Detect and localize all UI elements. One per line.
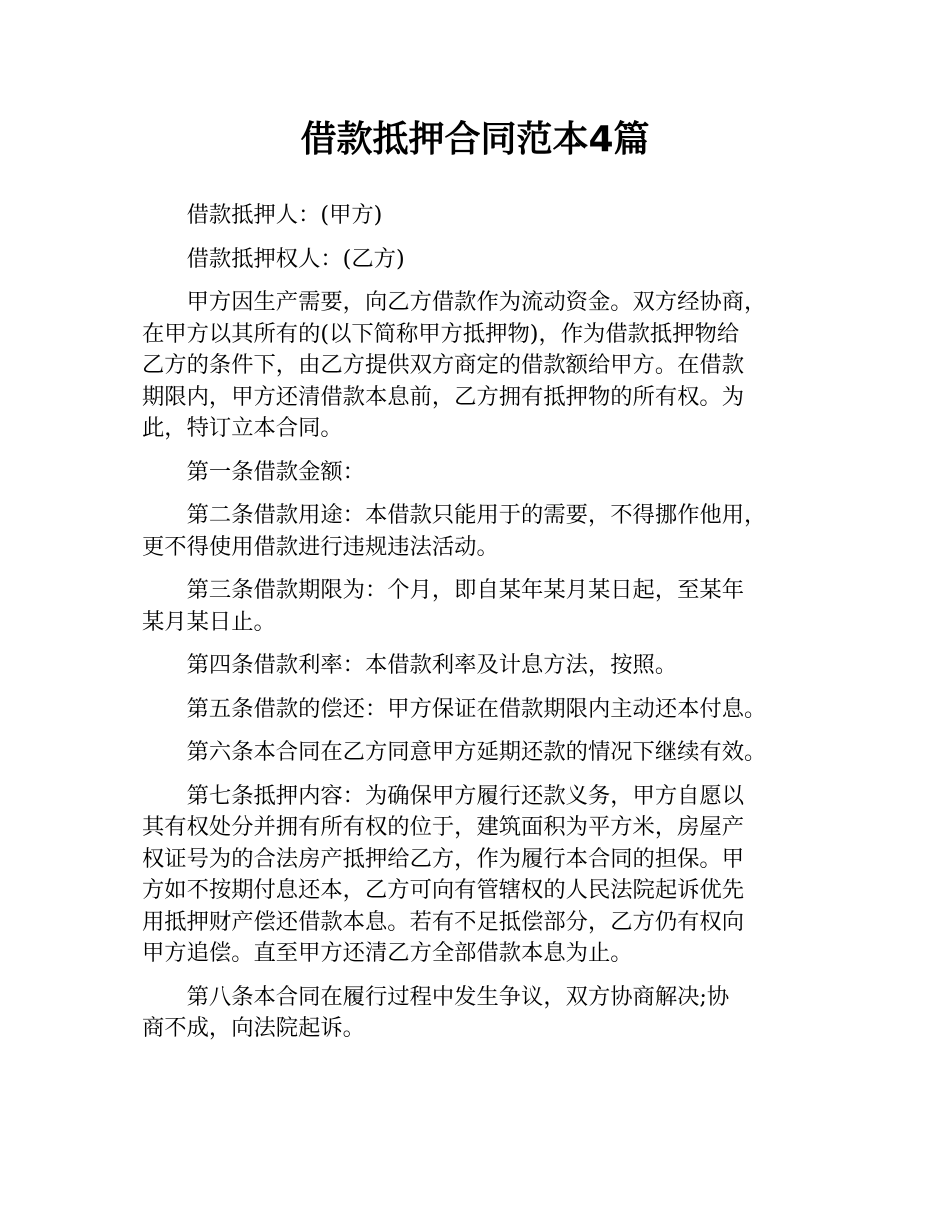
paragraph-line: 第八条本合同在履行过程中发生争议，双方协商解决;协 xyxy=(186,983,730,1010)
paragraph-line: 其有权处分并拥有所有权的位于，建筑面积为平方米，房屋产 xyxy=(142,814,745,840)
document-body xyxy=(142,200,818,1057)
clause-8 xyxy=(142,982,818,1045)
paragraph-line: 更不得使用借款进行违规违法活动。 xyxy=(142,533,499,560)
paragraph-line: 商不成，向法院起诉。 xyxy=(142,1015,365,1041)
paragraph-preamble xyxy=(142,287,818,445)
paragraph-line: 借款抵押权人：(乙方) xyxy=(186,245,405,272)
paragraph-line: 第二条借款用途：本借款只能用于的需要，不得挪作他用， xyxy=(186,502,767,528)
clause-3 xyxy=(142,575,818,638)
paragraph-line: 第四条借款利率：本借款利率及计息方法，按照。 xyxy=(186,652,678,678)
paragraph-line: 乙方的条件下，由乙方提供双方商定的借款额给甲方。在借款 xyxy=(142,352,745,378)
paragraph-line: 第三条借款期限为：个月，即自某年某月某日起，至某年 xyxy=(186,577,745,603)
paragraph-line: 借款抵押人：(甲方) xyxy=(186,202,383,228)
paragraph-line: 第七条抵押内容：为确保甲方履行还款义务，甲方自愿以 xyxy=(186,782,745,809)
paragraph-mortgagee xyxy=(142,244,818,276)
clause-4 xyxy=(142,650,818,682)
clause-5 xyxy=(142,694,818,726)
paragraph-line: 权证号为的合法房产抵押给乙方，作为履行本合同的担保。甲 xyxy=(142,845,745,872)
paragraph-line: 甲方因生产需要，向乙方借款作为流动资金。双方经协商， xyxy=(186,289,767,315)
paragraph-line: 此，特订立本合同。 xyxy=(142,415,343,441)
paragraph-line: 第六条本合同在乙方同意甲方延期还款的情况下继续有效。 xyxy=(186,739,767,765)
paragraph-line: 第五条借款的偿还：甲方保证在借款期限内主动还本付息。 xyxy=(186,695,767,722)
clause-1 xyxy=(142,457,818,489)
paragraph-line: 方如不按期付息还本，乙方可向有管辖权的人民法院起诉优先 xyxy=(142,877,745,903)
paragraph-line: 用抵押财产偿还借款本息。若有不足抵偿部分，乙方仍有权向 xyxy=(142,908,745,935)
clause-2 xyxy=(142,500,818,563)
paragraph-line: 甲方追偿。直至甲方还清乙方全部借款本息为止。 xyxy=(142,940,633,966)
paragraph-line: 在甲方以其所有的(以下简称甲方抵押物)，作为借款抵押物给 xyxy=(142,320,740,347)
clause-6 xyxy=(142,737,818,769)
paragraph-line: 某月某日止。 xyxy=(142,608,276,635)
paragraph-line: 第一条借款金额： xyxy=(186,458,365,485)
paragraph-line: 期限内，甲方还清借款本息前，乙方拥有抵押物的所有权。为 xyxy=(142,383,745,410)
paragraph-mortgagor xyxy=(142,200,818,232)
document-title: 借款抵押合同范本4篇 xyxy=(300,119,650,160)
clause-7 xyxy=(142,781,818,970)
